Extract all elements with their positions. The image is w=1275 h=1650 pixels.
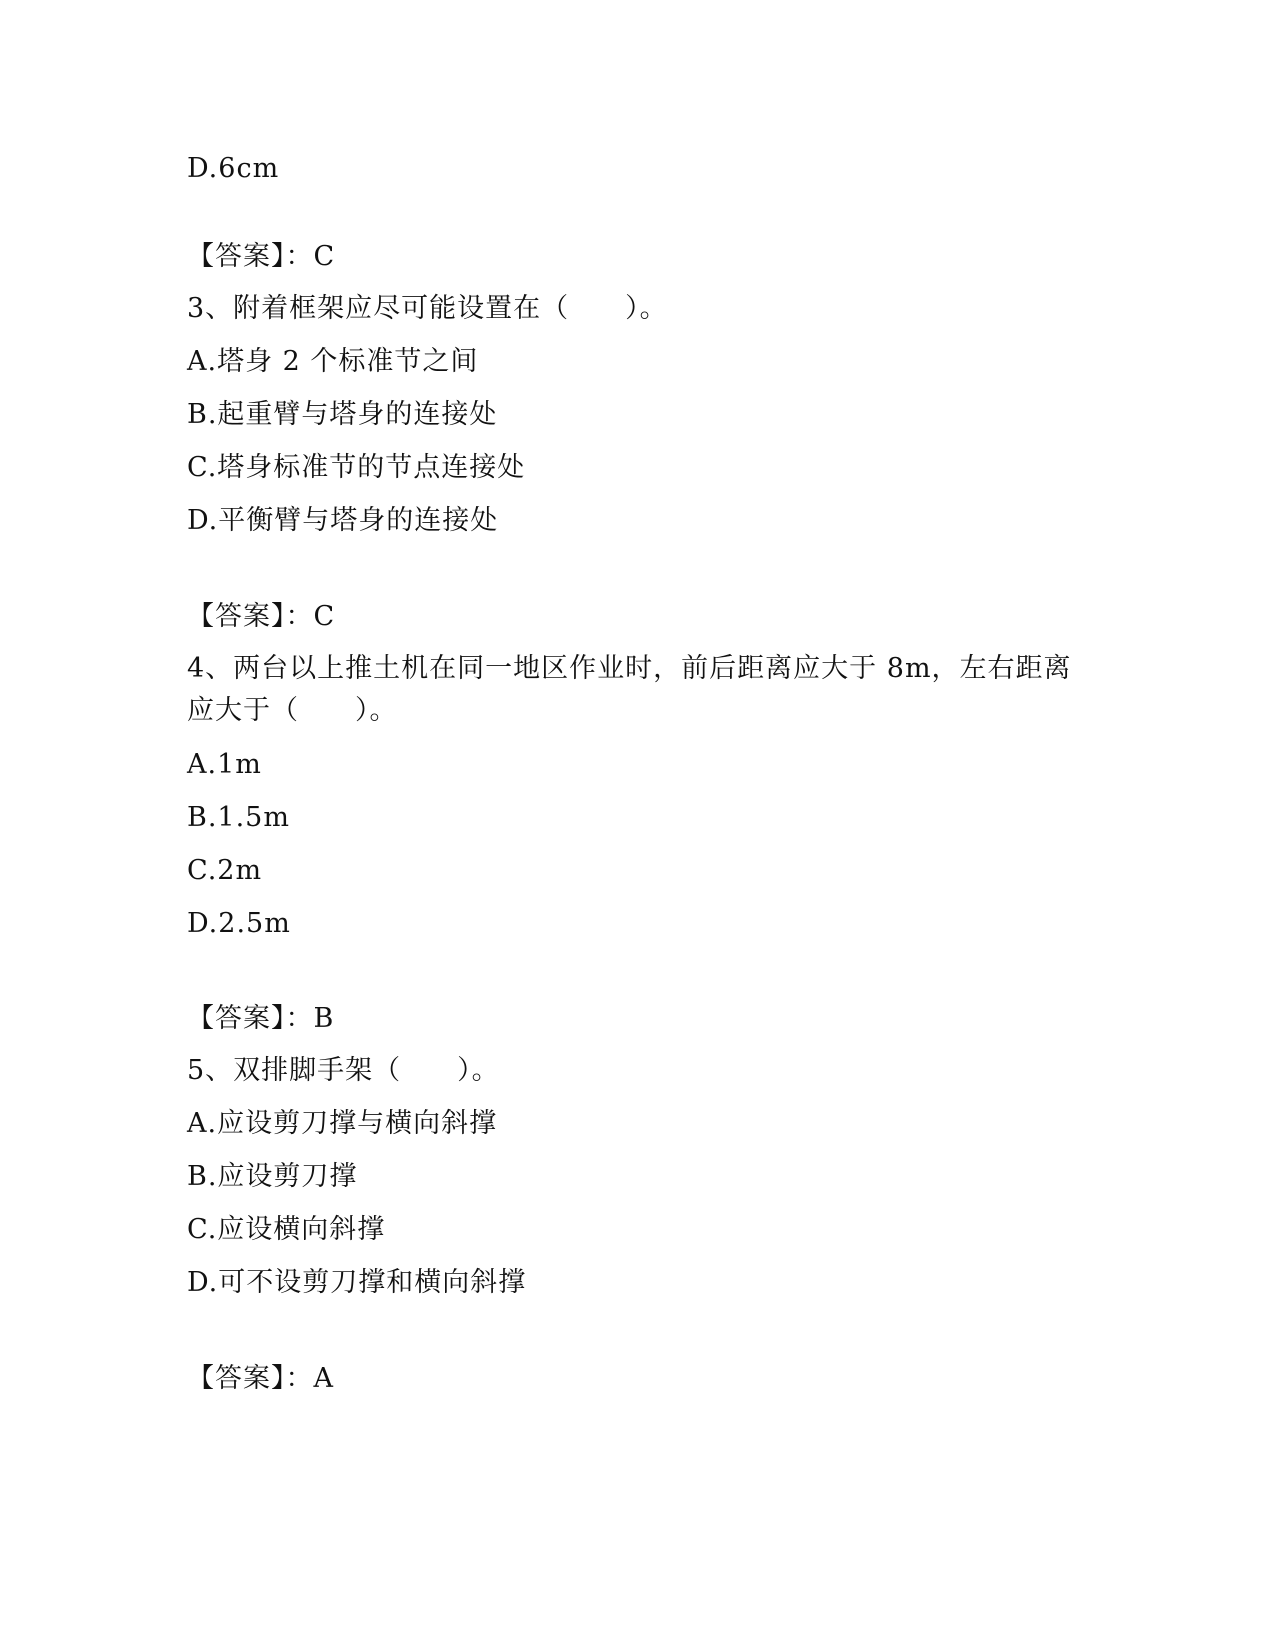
answer-q4: 【答案】：B bbox=[187, 1003, 335, 1034]
option-d-q4: D.2.5m bbox=[187, 908, 291, 939]
option-a-q4: A.1m bbox=[187, 749, 262, 780]
option-c-q4: C.2m bbox=[187, 855, 263, 886]
answer-q5: 【答案】：A bbox=[187, 1363, 334, 1394]
option-c-q5: C.应设横向斜撑 bbox=[187, 1214, 386, 1245]
option-d-q5: D.可不设剪刀撑和横向斜撑 bbox=[187, 1267, 527, 1298]
option-a-q3: A.塔身 2 个标准节之间 bbox=[187, 346, 479, 377]
answer-q2: 【答案】：C bbox=[187, 241, 336, 272]
question-4-stem-line1: 4、两台以上推土机在同一地区作业时，前后距离应大于 8m，左右距离 bbox=[187, 653, 1072, 684]
option-c-q3: C.塔身标准节的节点连接处 bbox=[187, 452, 526, 483]
option-b-q3: B.起重臂与塔身的连接处 bbox=[187, 399, 498, 430]
option-b-q5: B.应设剪刀撑 bbox=[187, 1161, 358, 1192]
option-d-q3: D.平衡臂与塔身的连接处 bbox=[187, 505, 499, 536]
option-d-q2: D.6cm bbox=[187, 153, 280, 184]
question-4-stem-line2: 应大于（ ）。 bbox=[187, 695, 398, 726]
option-b-q4: B.1.5m bbox=[187, 802, 290, 833]
question-3-stem: 3、附着框架应尽可能设置在（ ）。 bbox=[187, 293, 668, 324]
question-5-stem: 5、双排脚手架（ ）。 bbox=[187, 1055, 500, 1086]
option-a-q5: A.应设剪刀撑与横向斜撑 bbox=[187, 1108, 498, 1139]
answer-q3: 【答案】：C bbox=[187, 601, 336, 632]
